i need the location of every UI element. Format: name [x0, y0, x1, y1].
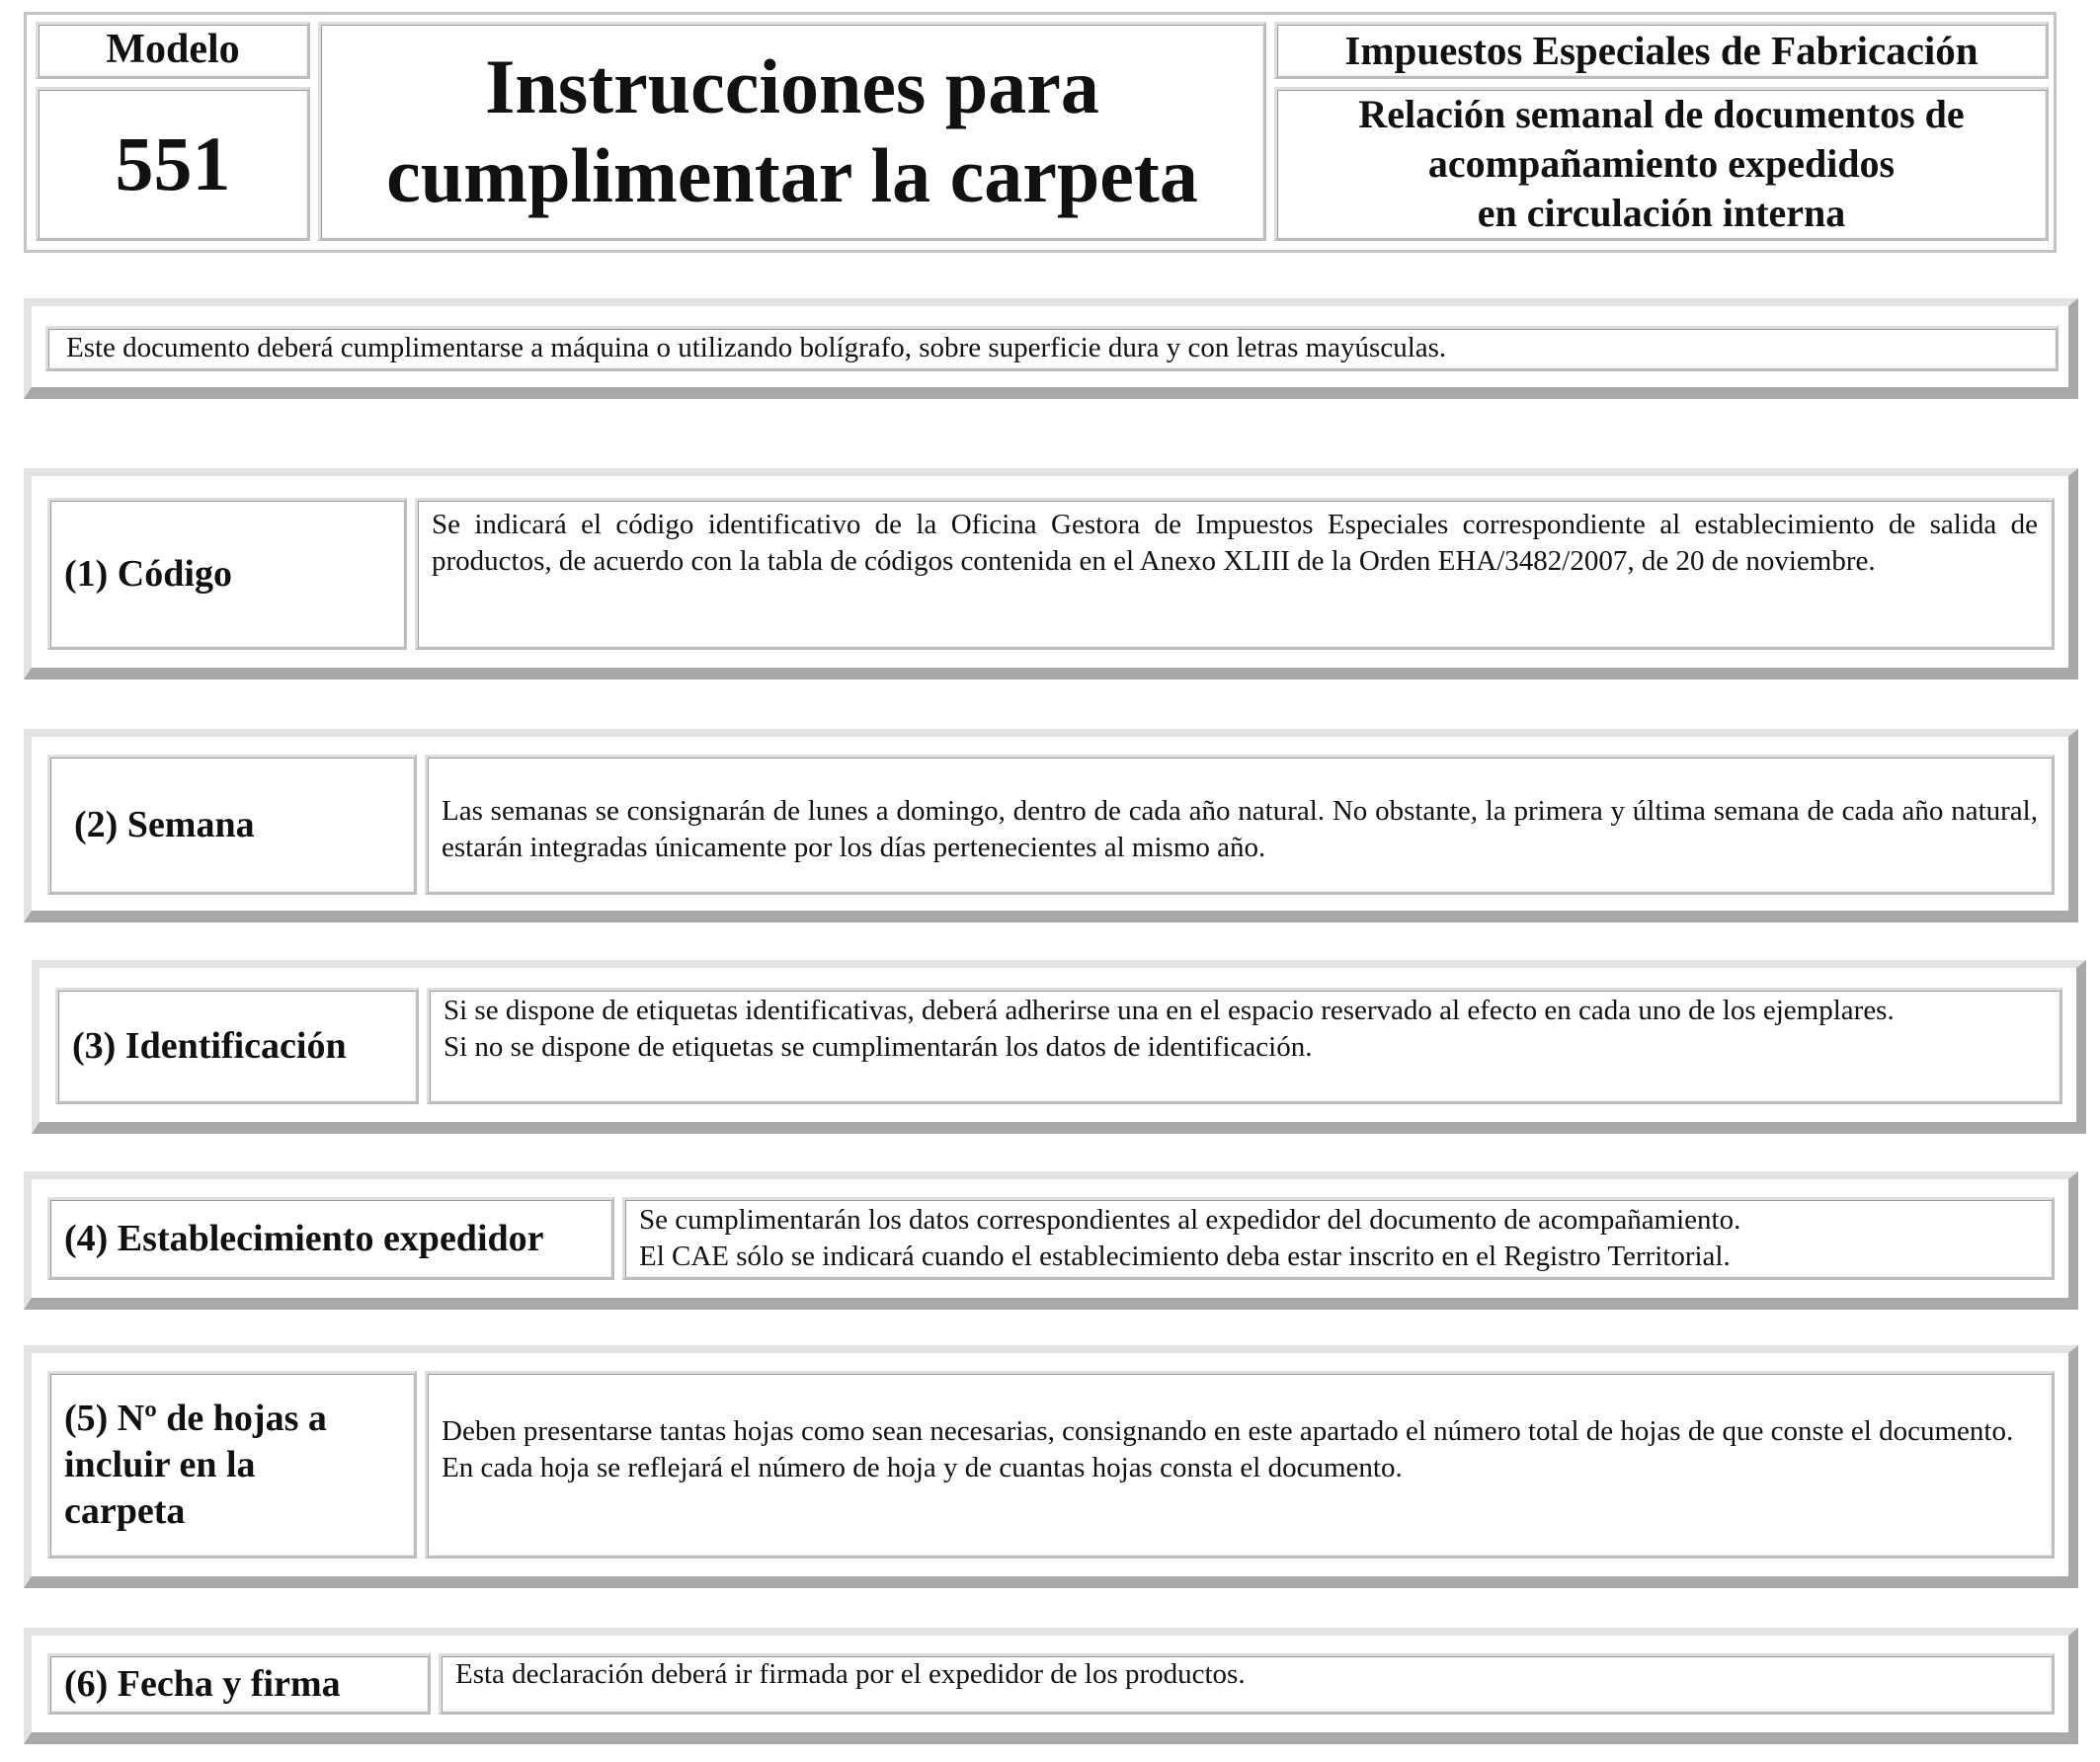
section-description-text: En cada hoja se reflejará el número de hoja y de cuantas hojas consta el documento. [442, 1452, 1403, 1483]
page-title-line1: Instrucciones para [485, 43, 1099, 129]
note-text: Este documento deberá cumplimentarse a máquina o utilizando bolígrafo, sobre superficie dura y con letras mayúsculas. [66, 332, 1447, 363]
section-description-text: Se cumplimentarán los datos correspondientes al expedidor del documento de acompañamiento. [639, 1204, 1741, 1236]
section-label-text: (5) Nº de hojas a [64, 1397, 327, 1439]
section-label-text: (1) Código [64, 552, 232, 595]
form-subtitle-line3: en circulación interna [1477, 191, 1846, 235]
section-description [425, 755, 2055, 895]
section-description [425, 1371, 2055, 1559]
section-label [47, 1653, 431, 1715]
form-subtitle-line1: Relación semanal de documentos de [1358, 92, 1965, 136]
tax-title: Impuestos Especiales de Fabricación [1274, 22, 2049, 79]
section-description-text: Deben presentarse tantas hojas como sean necesarias, consignando en este apartado el número total de hojas de que conste el documento. [442, 1415, 2014, 1447]
section-description-text: Las semanas se consignarán de lunes a domingo, dentro de cada año natural. No obstante, la primera y última semana de cada año natural, estarán integradas únicamente por los días pertenecientes al mismo año. [442, 795, 2038, 863]
section-label-text: (6) Fecha y firma [64, 1662, 341, 1705]
section-label-text: (3) Identificación [72, 1024, 347, 1067]
section-description-text: Se indicará el código identificativo de la Oficina Gestora de Impuestos Especiales correspondiente al establecimiento de salida de productos, de acuerdo con la tabla de códigos contenida en el Anexo XLIII de la Orden EHA/3482/2007, de 20 de noviembre. [432, 509, 2038, 577]
section-description [427, 988, 2062, 1104]
note-box [45, 326, 2059, 371]
section-label-text: incluir en la [64, 1443, 256, 1485]
section-description-text: El CAE sólo se indicará cuando el establecimiento deba estar inscrito en el Registro Territorial. [639, 1241, 1731, 1272]
section-description [415, 498, 2055, 650]
modelo-number-text: 551 [115, 120, 231, 206]
section-label [47, 755, 417, 895]
section-description [439, 1653, 2055, 1715]
section-description [622, 1197, 2055, 1280]
section-description-text: Si no se dispone de etiquetas se cumplimentarán los datos de identificación. [444, 1031, 1313, 1063]
form-subtitle-line2: acompañamiento expedidos [1427, 141, 1896, 186]
section-label [47, 1197, 614, 1280]
modelo-label: Modelo [36, 22, 310, 79]
section-label [47, 498, 407, 650]
section-description-text: Si se dispone de etiquetas identificativas, deberá adherirse una en el espacio reservado al efecto en cada uno de los ejemplares. [444, 995, 1895, 1026]
section-description-text: Esta declaración deberá ir firmada por el expedidor de los productos. [455, 1658, 1246, 1690]
section-label [47, 1371, 417, 1559]
section-label-text: (2) Semana [74, 803, 255, 845]
section-label [55, 988, 419, 1104]
page-title [318, 22, 1266, 241]
page-title-line2: cumplimentar la carpeta [386, 132, 1198, 218]
section-label-text: carpeta [64, 1489, 186, 1532]
form-subtitle [1274, 87, 2049, 241]
modelo-number [36, 87, 310, 241]
section-label-text: (4) Establecimiento expedidor [64, 1217, 544, 1259]
